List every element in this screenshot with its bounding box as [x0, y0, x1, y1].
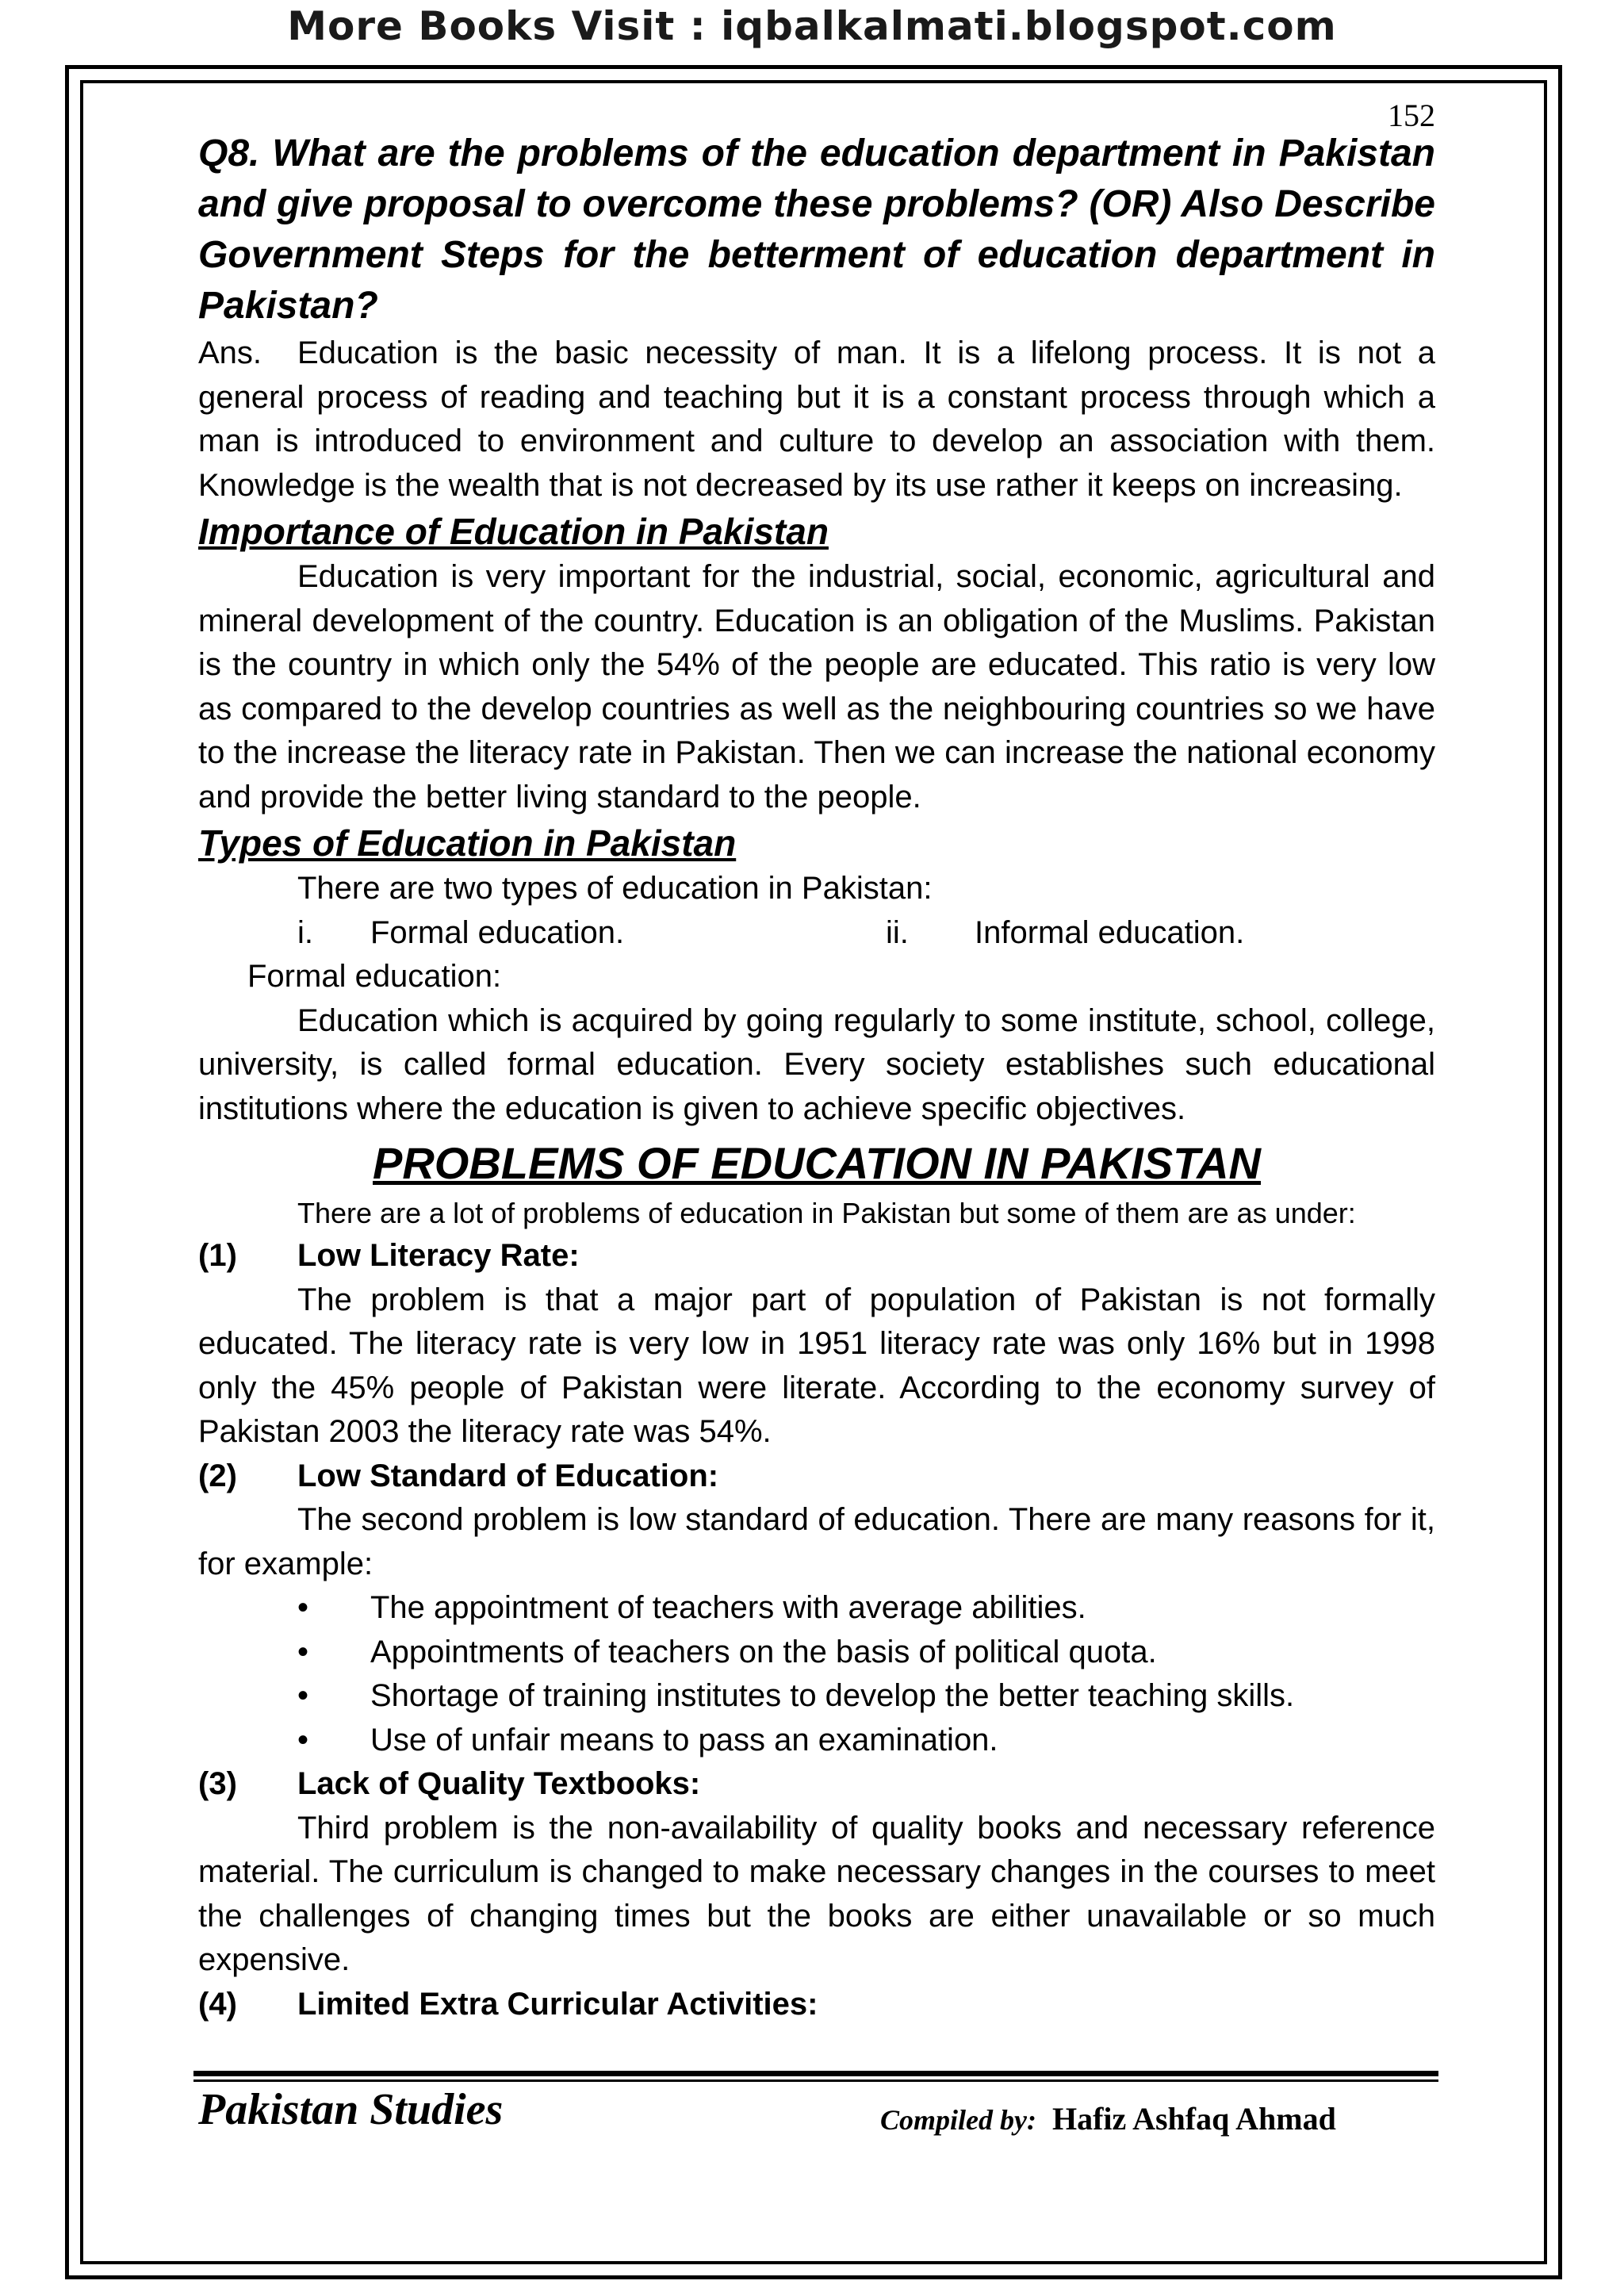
footer-rule: [193, 2079, 1438, 2082]
problem-title: Low Standard of Education:: [297, 1458, 719, 1493]
bullet-icon: •: [297, 1722, 309, 1757]
problems-intro: There are a lot of problems of education in Pakistan but some of them are as under:: [297, 1197, 1356, 1229]
type-item-number: ii.: [886, 914, 909, 950]
types-list: [198, 911, 1435, 956]
formal-education-label: Formal education:: [247, 959, 502, 994]
list-item-text: Appointments of teachers on the basis of political quota.: [370, 1634, 1157, 1669]
importance-heading: Importance of Education in Pakistan: [198, 511, 829, 552]
list-item: [198, 1631, 1435, 1675]
problem-paragraph: Third problem is the non-availability of quality books and necessary reference material. The curriculum is changed to make necessary changes in the courses to meet the challenges of changing times but the books are either unavailable or so much expensive.: [198, 1810, 1435, 1977]
type-item-number: i.: [297, 914, 313, 950]
problem-number: (1): [198, 1238, 237, 1273]
footer-subject: Pakistan Studies: [198, 2085, 504, 2134]
types-heading: Types of Education in Pakistan: [198, 822, 737, 864]
page-content: [198, 128, 1435, 2026]
problem-number: (4): [198, 1986, 237, 2022]
list-item-text: Use of unfair means to pass an examination.: [370, 1722, 998, 1757]
footer-credit: [880, 2100, 1336, 2137]
list-item: [198, 1719, 1435, 1763]
problem-heading: [198, 1762, 1435, 1807]
bullet-icon: •: [297, 1590, 309, 1625]
list-item-text: The appointment of teachers with average abilities.: [370, 1590, 1086, 1625]
list-item-text: Shortage of training institutes to develop the better teaching skills.: [370, 1678, 1295, 1713]
page-number: 152: [1388, 98, 1435, 133]
problem-heading: [198, 1983, 1435, 2027]
footer-rule: [193, 2071, 1438, 2076]
problem-heading: [198, 1234, 1435, 1278]
problem-number: (2): [198, 1458, 237, 1493]
reasons-list: [198, 1586, 1435, 1762]
types-intro: There are two types of education in Pakistan:: [297, 871, 933, 906]
type-item-informal: Informal education.: [975, 914, 1245, 950]
problem-heading: [198, 1455, 1435, 1499]
list-item: [198, 1674, 1435, 1719]
bullet-icon: •: [297, 1678, 309, 1713]
problem-title: Limited Extra Curricular Activities:: [297, 1986, 818, 2022]
answer-text: Education is the basic necessity of man. It is a lifelong process. It is not a general process of reading and teaching but it is a constant process through which a man is introduced to environment and culture to develop an association with them. Knowledge is the wealth that is not decreased by its use rather it keeps on increasing.: [198, 335, 1435, 503]
bullet-icon: •: [297, 1634, 309, 1669]
answer-paragraph: [198, 332, 1435, 508]
problems-heading: PROBLEMS OF EDUCATION IN PAKISTAN: [373, 1138, 1261, 1188]
type-item-formal: Formal education.: [370, 914, 625, 950]
author-name: Hafiz Ashfaq Ahmad: [1051, 2101, 1336, 2137]
formal-education-paragraph: Education which is acquired by going regularly to some institute, school, college, university, is called formal education. Every society establishes such educational institutions where the education is given to achieve specific objectives.: [198, 1002, 1435, 1126]
question-heading: Q8. What are the problems of the education department in Pakistan and give proposal to overcome these problems? (OR) Also Describe Government Steps for the betterment of education department in Pakistan?: [198, 132, 1435, 327]
site-banner: More Books Visit : iqbalkalmati.blogspot.com: [287, 3, 1337, 49]
problem-paragraph: The problem is that a major part of population of Pakistan is not formally educated. The literacy rate is very low in 1951 literacy rate was only 16% but in 1998 only the 45% people of Pakistan were literate. According to the economy survey of Pakistan 2003 the literacy rate was 54%.: [198, 1282, 1435, 1449]
problem-number: (3): [198, 1766, 237, 1801]
importance-paragraph: Education is very important for the industrial, social, economic, agricultural and mineral development of the country. Education is an obligation of the Muslims. Pakistan is the country in which only the 54% of the people are educated. This ratio is very low as compared to the develop countries as well as the neighbouring countries so we have to the increase the literacy rate in Pakistan. Then we can increase the national economy and provide the better living standard to the people.: [198, 559, 1435, 815]
list-item: [198, 1586, 1435, 1631]
problem-title: Lack of Quality Textbooks:: [297, 1766, 701, 1801]
answer-label: Ans.: [198, 335, 262, 370]
problem-paragraph: The second problem is low standard of education. There are many reasons for it, for example:: [198, 1502, 1435, 1581]
problem-title: Low Literacy Rate:: [297, 1238, 580, 1273]
compiled-by-label: Compiled by:: [880, 2104, 1036, 2136]
